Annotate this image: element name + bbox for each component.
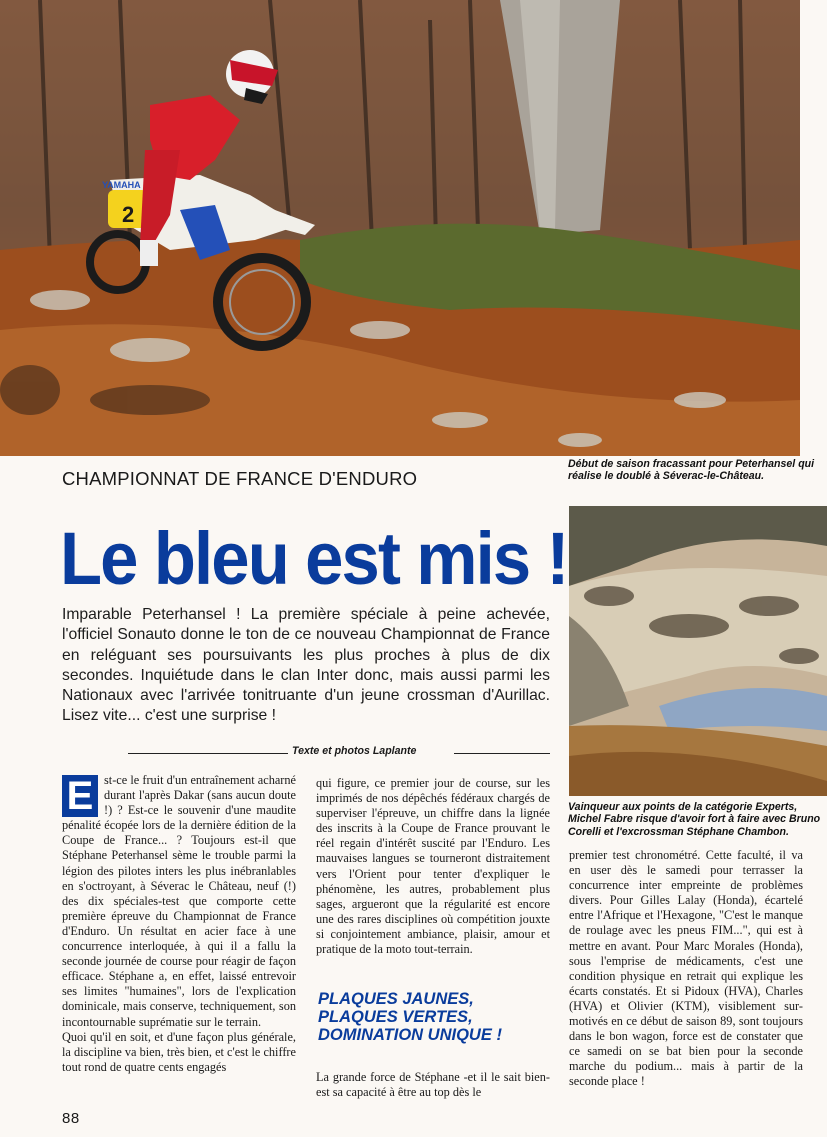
body-paragraph: Quoi qu'il en soit, et d'une façon plus générale, la discipline va bien, très bien, et c'est le chiffre tout rond de quatre cents engagés xyxy=(62,1029,296,1074)
article-subhead: PLAQUES JAUNES, PLAQUES VERTES, DOMINATION UNIQUE ! xyxy=(318,990,502,1044)
body-paragraph: La grande force de Stéphane -et il le sait bien- est sa capacité à être au top dès le xyxy=(316,1070,550,1100)
photo-caption-side: Vainqueur aux points de la catégorie Experts, Michel Fabre risque d'avoir fort à faire avec Bruno Corelli et l'excrossman Stéphane Chambon. xyxy=(568,801,821,838)
body-paragraph: st-ce le fruit d'un entraînement acharné durant l'après Dakar (sans aucun doute !) ? Est-ce le souvenir d'une maudite pénalité écopée lors de la dernière édition de la Coupe de France... ? Toujours est-il que Stéphane Peterhansel sème le trouble parmi la légion des pilotes inters les plus inébranlables en s'octroyant, à Séverac le Château, neuf (!) des dix spéciales-test que comporte cette première épreuve du Championnat de France d'Enduro. Un résultat en acier face à une concurrence interloquée, à qui il a fallu la seconde journée de course pour réagir de façon efficace. Stéphane a, en effet, laissé entrevoir ses limites "humaines", lors de l'explication dominicale, mais conserve, techniquement, son incontournable suprématie sur le terrain. xyxy=(62,773,296,1029)
article-column-3 xyxy=(569,848,803,1090)
byline-text: Texte et photos Laplante xyxy=(292,745,417,757)
article-column-2-continued xyxy=(316,1070,550,1100)
body-paragraph: qui figure, ce premier jour de course, sur les imprimés de nos dépêchés fédéraux chargés de superviser l'épreuve, un chiffre dans la lignée des inscrits à la Coupe de France prouvant le réel regain d'intérêt suscité par l'Enduro. Les mauvaises langues se tourneront distraitement vers l'Orient pour tenter d'expliquer le phénomène, les autres, probablement plus sages, argueront que la régularité est encore une des rares disciplines où compétition jouxte si conjointement ambiance, plaisir, amour et pratique de la moto tout-terrain. xyxy=(316,776,550,957)
article-column-2 xyxy=(316,776,550,957)
article-column-1 xyxy=(62,773,296,1075)
article-headline: Le bleu est mis ! xyxy=(60,517,568,600)
body-paragraph: premier test chronométré. Cette faculté, il va en user dès le samedi pour terrasser la concurrence inter empreinte de problèmes divers. Pour Gilles Lalay (Honda), écartelé entre l'Afrique et l'Hexagone, "C'est le manque de roulage avec les pneus FIM...", qui est à mettre en avant. Pour Marc Morales (Honda), sous l'emprise de médicaments, c'est une condition physique en retrait qui explique les écarts constatés. Et si Pidoux (HVA), Charles (HVA) et Olivier (KTM), visiblement sur-motivés en ce début de saison 89, sont toujours dans le bon wagon, force est de constater que ce samedi on se bat bien pour la seconde marche du podium... mais à partir de la seconde place ! xyxy=(569,848,803,1089)
photo-landscape-rider xyxy=(569,506,827,796)
article-rubric: CHAMPIONNAT DE FRANCE D'ENDURO xyxy=(62,468,418,489)
byline-rule-right xyxy=(454,753,550,754)
photo-enduro-rider xyxy=(0,0,800,456)
drop-cap: E xyxy=(62,775,98,817)
byline xyxy=(62,745,550,761)
byline-rule-left xyxy=(128,753,288,754)
number-plate: 2 xyxy=(122,202,135,227)
photo-caption-top: Début de saison fracassant pour Peterhansel qui réalise le doublé à Séverac-le-Château. xyxy=(568,458,815,483)
bike-brand: YAMAHA xyxy=(102,180,141,190)
page-number: 88 xyxy=(62,1110,80,1127)
article-lead: Imparable Peterhansel ! La première spéciale à peine achevée, l'officiel Sonauto donne le ton de ce nouveau Championnat de France en reléguant ses poursuivants les plus proches à plus de dix secondes. Inquiétude dans le clan Inter donc, mais aussi parmi les Nationaux avec l'arrivée tonitruante d'un jeune crossman d'Aurillac. Lisez vite... c'est une surprise ! xyxy=(62,606,550,725)
